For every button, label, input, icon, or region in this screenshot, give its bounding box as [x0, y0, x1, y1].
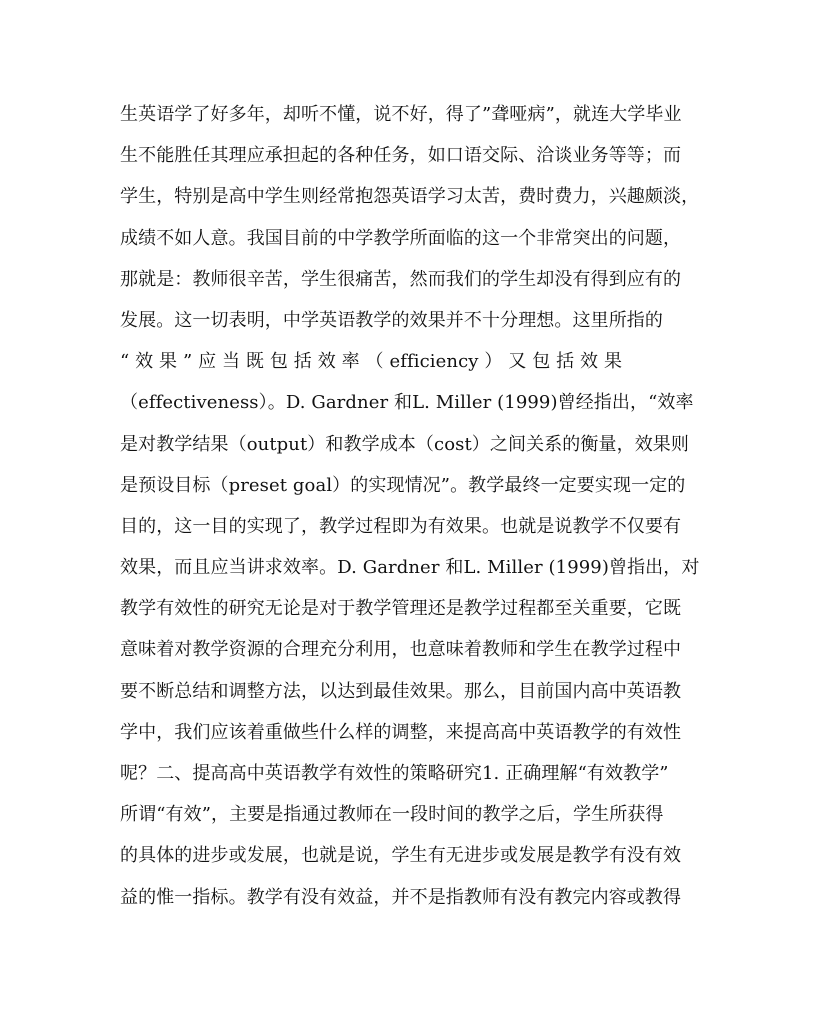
text-line: 学生，特别是高中学生则经常抱怨英语学习太苦，费时费力，兴趣颇淡， — [120, 186, 700, 208]
text-line: “ 效 果 ” 应 当 既 包 括 效 率 （ efficiency ） 又 包 括 效 果 — [120, 351, 623, 373]
text-line: 呢？二、提高高中英语教学有效性的策略研究1. 正确理解“有效教学” — [120, 763, 669, 784]
text-line: 生英语学了好多年，却听不懂，说不好，得了”聋哑病”，就连大学毕业 — [120, 104, 682, 125]
text-line: 效果，而且应当讲求效率。D. Gardner 和L. Miller (1999)曾指出，对 — [120, 557, 700, 579]
text-line: 目的，这一目的实现了，教学过程即为有效果。也就是说教学不仅要有 — [120, 515, 682, 537]
text-line: 是预设目标（preset goal）的实现情况”。教学最终一定要实现一定的 — [120, 474, 686, 496]
text-line: 益的惟一指标。教学有没有效益，并不是指教师有没有教完内容或教得 — [120, 886, 682, 908]
text-line: 是对教学结果（output）和教学成本（cost）之间关系的衡量，效果则 — [120, 433, 689, 455]
text-line: 学中，我们应该着重做些什么样的调整，来提高高中英语教学的有效性 — [120, 721, 682, 743]
body-text — [120, 94, 700, 918]
text-line: 那就是：教师很辛苦，学生很痛苦，然而我们的学生却没有得到应有的 — [120, 268, 682, 290]
text-line: 要不断总结和调整方法，以达到最佳效果。那么，目前国内高中英语教 — [120, 680, 682, 702]
text-line: 所谓“有效”，主要是指通过教师在一段时间的教学之后，学生所获得 — [120, 804, 664, 826]
text-line: （effectiveness）。D. Gardner 和L. Miller (1999)曾经指出，“效率 — [120, 392, 694, 414]
text-line: 教学有效性的研究无论是对于教学管理还是教学过程都至关重要，它既 — [120, 598, 682, 620]
text-line: 成绩不如人意。我国目前的中学教学所面临的这一个非常突出的问题， — [120, 227, 682, 249]
text-line: 意味着对教学资源的合理充分利用，也意味着教师和学生在教学过程中 — [120, 639, 682, 661]
text-line: 发展。这一切表明，中学英语教学的效果并不十分理想。这里所指的 — [120, 309, 663, 331]
text-line: 生不能胜任其理应承担起的各种任务，如口语交际、洽谈业务等等；而 — [120, 145, 682, 167]
text-line: 的具体的进步或发展，也就是说，学生有无进步或发展是教学有没有效 — [120, 845, 682, 867]
